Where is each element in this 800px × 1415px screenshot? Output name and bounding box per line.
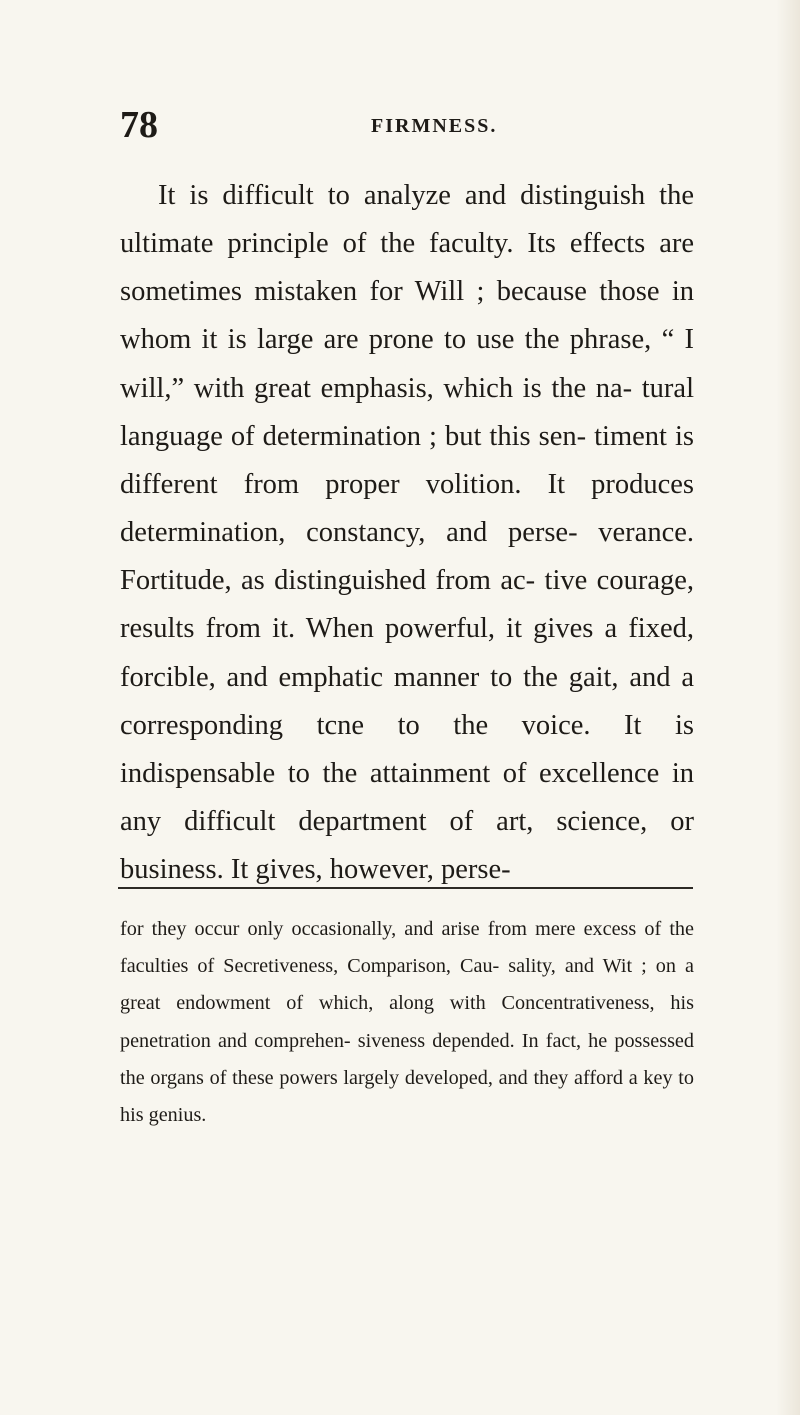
- running-title: FIRMNESS.: [371, 115, 498, 137]
- footnote-divider: [118, 887, 693, 889]
- page-header: [120, 103, 680, 146]
- page-number: 78: [120, 104, 158, 146]
- main-paragraph: It is difficult to analyze and distinguish the ultimate principle of the faculty. Its effects are sometimes mistaken for Will ; because those in whom it is large are prone to use the phrase, “ I will,” with great emphasis, which is the na- tural language of determination ; but this sen- timent is different from proper volition. It produces determination, constancy, and perse- verance. Fortitude, as distinguished from ac- tive courage, results from it. When powerful, it gives a fixed, forcible, and emphatic manner to the gait, and a corresponding tcne to the voice. It is indispensable to the attainment of excellence in any difficult department of art, science, or business. It gives, however, perse-: [120, 180, 694, 886]
- footnote-paragraph: for they occur only occasionally, and arise from mere excess of the faculties of Secretiveness, Comparison, Cau- sality, and Wit ; on a great endowment of which, along with Concentrativeness, his penetration and comprehen- siveness depended. In fact, he possessed the organs of these powers largely developed, and they afford a key to his genius.: [120, 918, 694, 1127]
